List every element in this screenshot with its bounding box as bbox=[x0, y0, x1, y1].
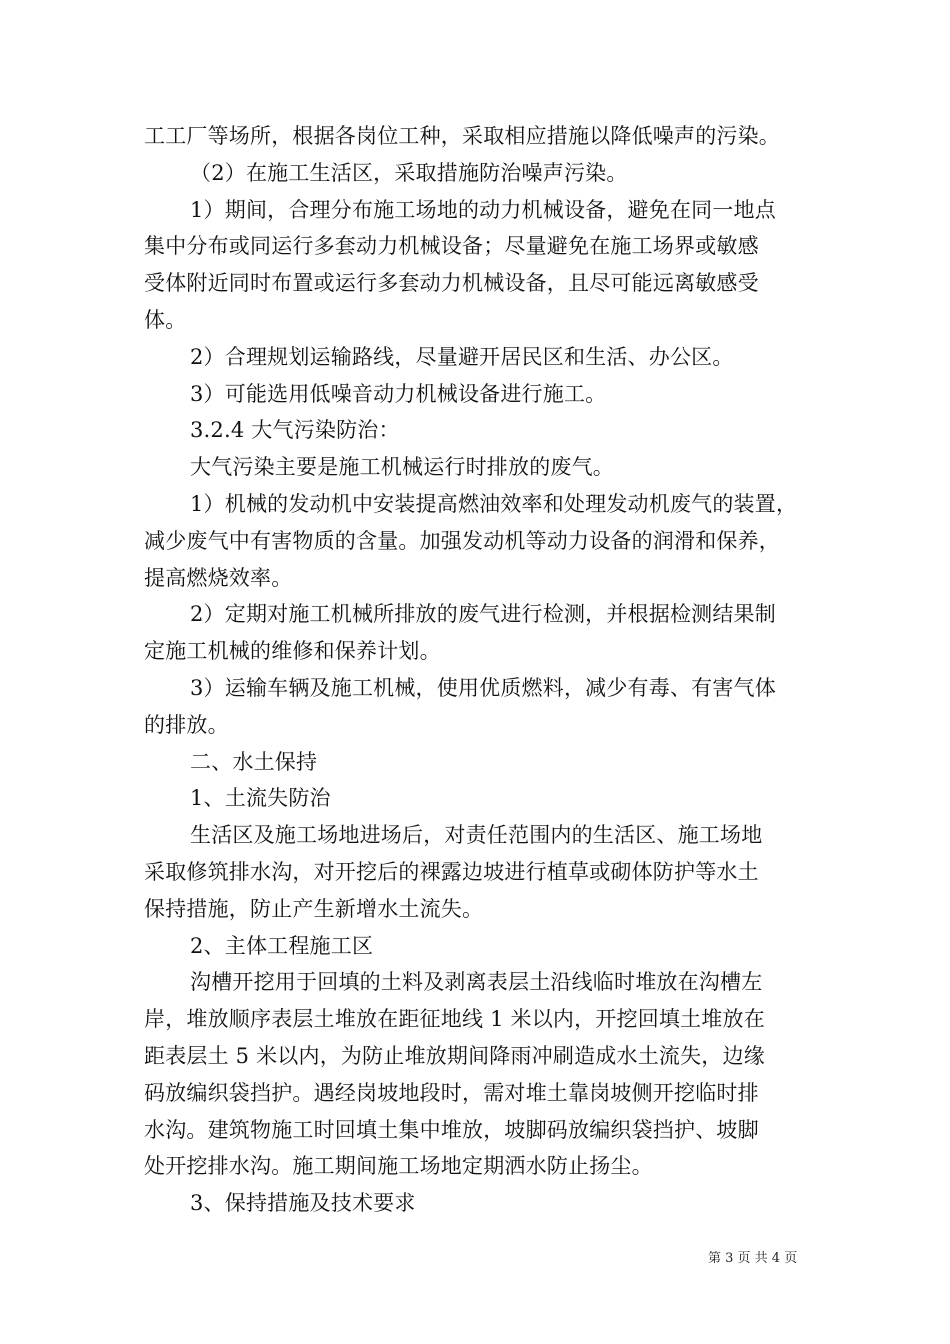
text-line: 减少废气中有害物质的含量。加强发动机等动力设备的润滑和保养， bbox=[144, 528, 780, 553]
page-footer: 第 3 页 共 4 页 bbox=[708, 1251, 798, 1266]
document-body bbox=[144, 118, 810, 1222]
text-line: 处开挖排水沟。施工期间施工场地定期洒水防止扬尘。 bbox=[144, 1154, 653, 1179]
text-line: 工工厂等场所，根据各岗位工种，采取相应措施以降低噪声的污染。 bbox=[144, 124, 780, 148]
text-line: 保持措施，防止产生新增水土流失。 bbox=[144, 896, 484, 921]
text-line: 1）机械的发动机中安装提高燃油效率和处理发动机废气的装置， bbox=[190, 491, 798, 516]
text-line: 生活区及施工场地进场后，对责任范围内的生活区、施工场地 bbox=[190, 823, 763, 848]
text-line: （2）在施工生活区，采取措施防治噪声污染。 bbox=[190, 160, 628, 185]
text-line: 2、主体工程施工区 bbox=[190, 933, 374, 958]
text-line: 水沟。建筑物施工时回填土集中堆放，坡脚码放编织袋挡护、坡脚 bbox=[144, 1117, 759, 1142]
text-line: 距表层土 5 米以内，为防止堆放期间降雨冲刷造成水土流失，边缘 bbox=[144, 1043, 765, 1068]
text-line: 3、保持措施及技术要求 bbox=[190, 1191, 416, 1216]
text-line: 体。 bbox=[144, 307, 187, 332]
text-line: 3）运输车辆及施工机械，使用优质燃料，减少有毒、有害气体 bbox=[190, 675, 776, 700]
text-line: 大气污染主要是施工机械运行时排放的废气。 bbox=[190, 455, 614, 480]
text-line: 提高燃烧效率。 bbox=[144, 565, 293, 590]
text-line: 二、水土保持 bbox=[190, 749, 318, 774]
text-line: 定施工机械的维修和保养计划。 bbox=[144, 639, 441, 664]
text-line: 受体附近同时布置或运行多套动力机械设备，且尽可能远离敏感受 bbox=[144, 271, 759, 296]
text-line: 2）合理规划运输路线，尽量避开居民区和生活、办公区。 bbox=[190, 344, 734, 369]
text-line: 码放编织袋挡护。遇经岗坡地段时，需对堆土靠岗坡侧开挖临时排 bbox=[144, 1080, 759, 1105]
text-line: 1、土流失防治 bbox=[190, 786, 331, 811]
text-line: 采取修筑排水沟，对开挖后的裸露边坡进行植草或砌体防护等水土 bbox=[144, 859, 759, 884]
text-line: 沟槽开挖用于回填的土料及剥离表层土沿线临时堆放在沟槽左 bbox=[190, 970, 763, 995]
text-line: 1）期间，合理分布施工场地的动力机械设备，避免在同一地点 bbox=[190, 197, 776, 222]
text-line: 的排放。 bbox=[144, 712, 229, 737]
text-line: 3）可能选用低噪音动力机械设备进行施工。 bbox=[190, 381, 607, 406]
text-line: 集中分布或同运行多套动力机械设备；尽量避免在施工场界或敏感 bbox=[144, 234, 759, 259]
text-line: 3.2.4 大气污染防治： bbox=[190, 418, 400, 443]
text-line: 2）定期对施工机械所排放的废气进行检测，并根据检测结果制 bbox=[190, 602, 776, 627]
text-line: 岸，堆放顺序表层土堆放在距征地线 1 米以内，开挖回填土堆放在 bbox=[144, 1007, 765, 1032]
